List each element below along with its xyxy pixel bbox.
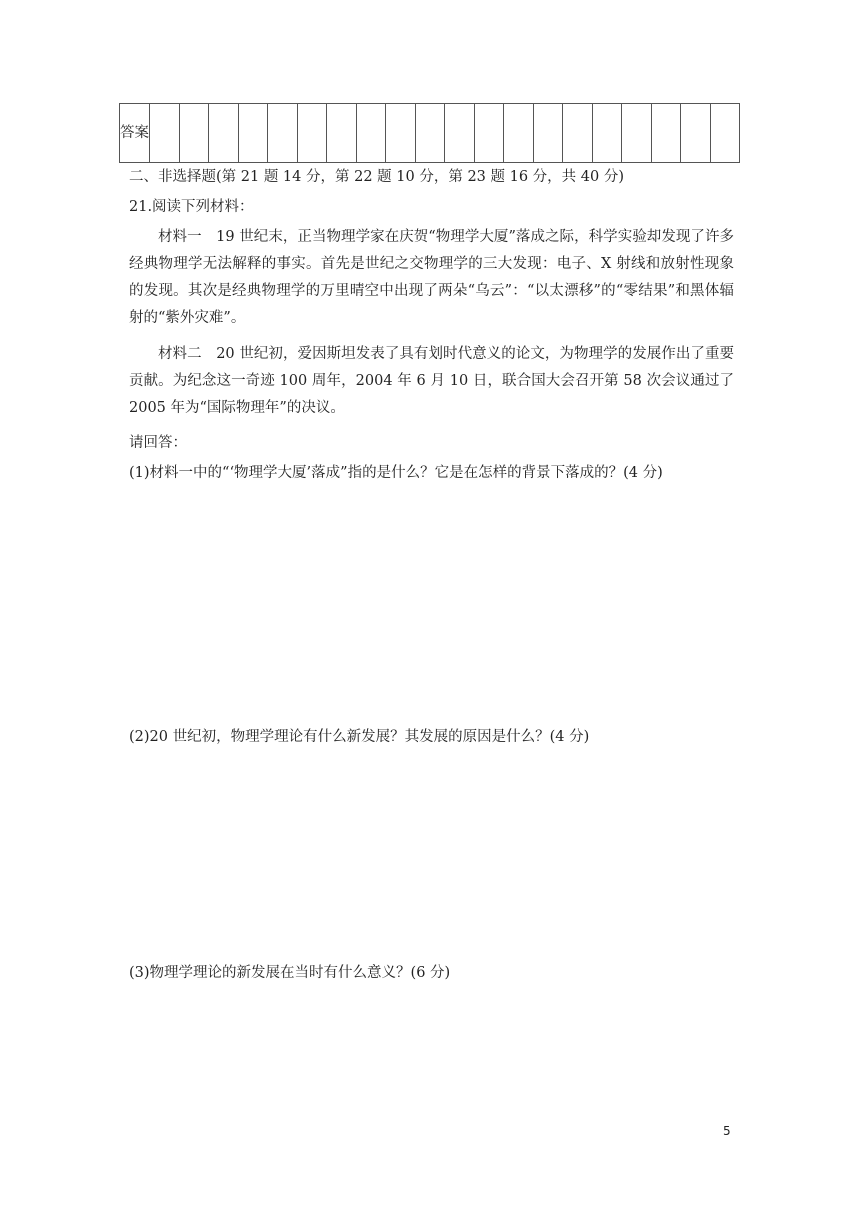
answer-cell[interactable] [209, 104, 239, 163]
answer-cell[interactable] [415, 104, 445, 163]
answer-cell[interactable] [327, 104, 357, 163]
section-heading: 二、非选择题(第 21 题 14 分，第 22 题 10 分，第 23 题 16 分，共 40 分) [129, 169, 624, 185]
answer-cell[interactable] [238, 104, 268, 163]
answer-prompt: 请回答： [129, 435, 187, 451]
answer-cell[interactable] [563, 104, 593, 163]
answer-cell[interactable] [474, 104, 504, 163]
answer-table [119, 103, 740, 163]
answer-cell[interactable] [386, 104, 416, 163]
answer-cell[interactable] [150, 104, 180, 163]
sub-question-3: (3)物理学理论的新发展在当时有什么意义？(6 分) [129, 965, 451, 981]
answer-cell[interactable] [651, 104, 681, 163]
material-1: 材料一 19 世纪末，正当物理学家在庆贺“物理学大厦”落成之际，科学实验却发现了许多经典物理学无法解释的事实。首先是世纪之交物理学的三大发现：电子、X 射线和放射性现象的发现。其次是经典物理学的万里晴空中出现了两朵“乌云”：“以太漂移”的“零结果”和黑体辐射的“紫外灾难”。 [129, 229, 734, 326]
sub-question-1: (1)材料一中的“‘物理学大厦’落成”指的是什么？它是在怎样的背景下落成的？(4 分) [129, 465, 663, 481]
answer-cell[interactable] [710, 104, 740, 163]
answer-cell[interactable] [445, 104, 475, 163]
answer-cell[interactable] [179, 104, 209, 163]
answer-cell[interactable] [504, 104, 534, 163]
answer-cell[interactable] [533, 104, 563, 163]
answer-cell[interactable] [622, 104, 652, 163]
answer-cell[interactable] [297, 104, 327, 163]
answer-cell[interactable] [681, 104, 711, 163]
sub-question-2: (2)20 世纪初，物理学理论有什么新发展？其发展的原因是什么？(4 分) [129, 729, 590, 745]
answer-row [120, 104, 740, 163]
answer-cell[interactable] [268, 104, 298, 163]
page-number: 5 [723, 1124, 731, 1138]
answer-cell[interactable] [592, 104, 622, 163]
question-21-intro: 21.阅读下列材料： [129, 199, 254, 215]
answer-cell[interactable] [356, 104, 386, 163]
answer-label: 答案 [120, 104, 150, 163]
material-2: 材料二 20 世纪初，爱因斯坦发表了具有划时代意义的论文，为物理学的发展作出了重要贡献。为纪念这一奇迹 100 周年，2004 年 6 月 10 日，联合国大会召开第 58 次会议通过了 2005 年为“国际物理年”的决议。 [129, 346, 734, 416]
